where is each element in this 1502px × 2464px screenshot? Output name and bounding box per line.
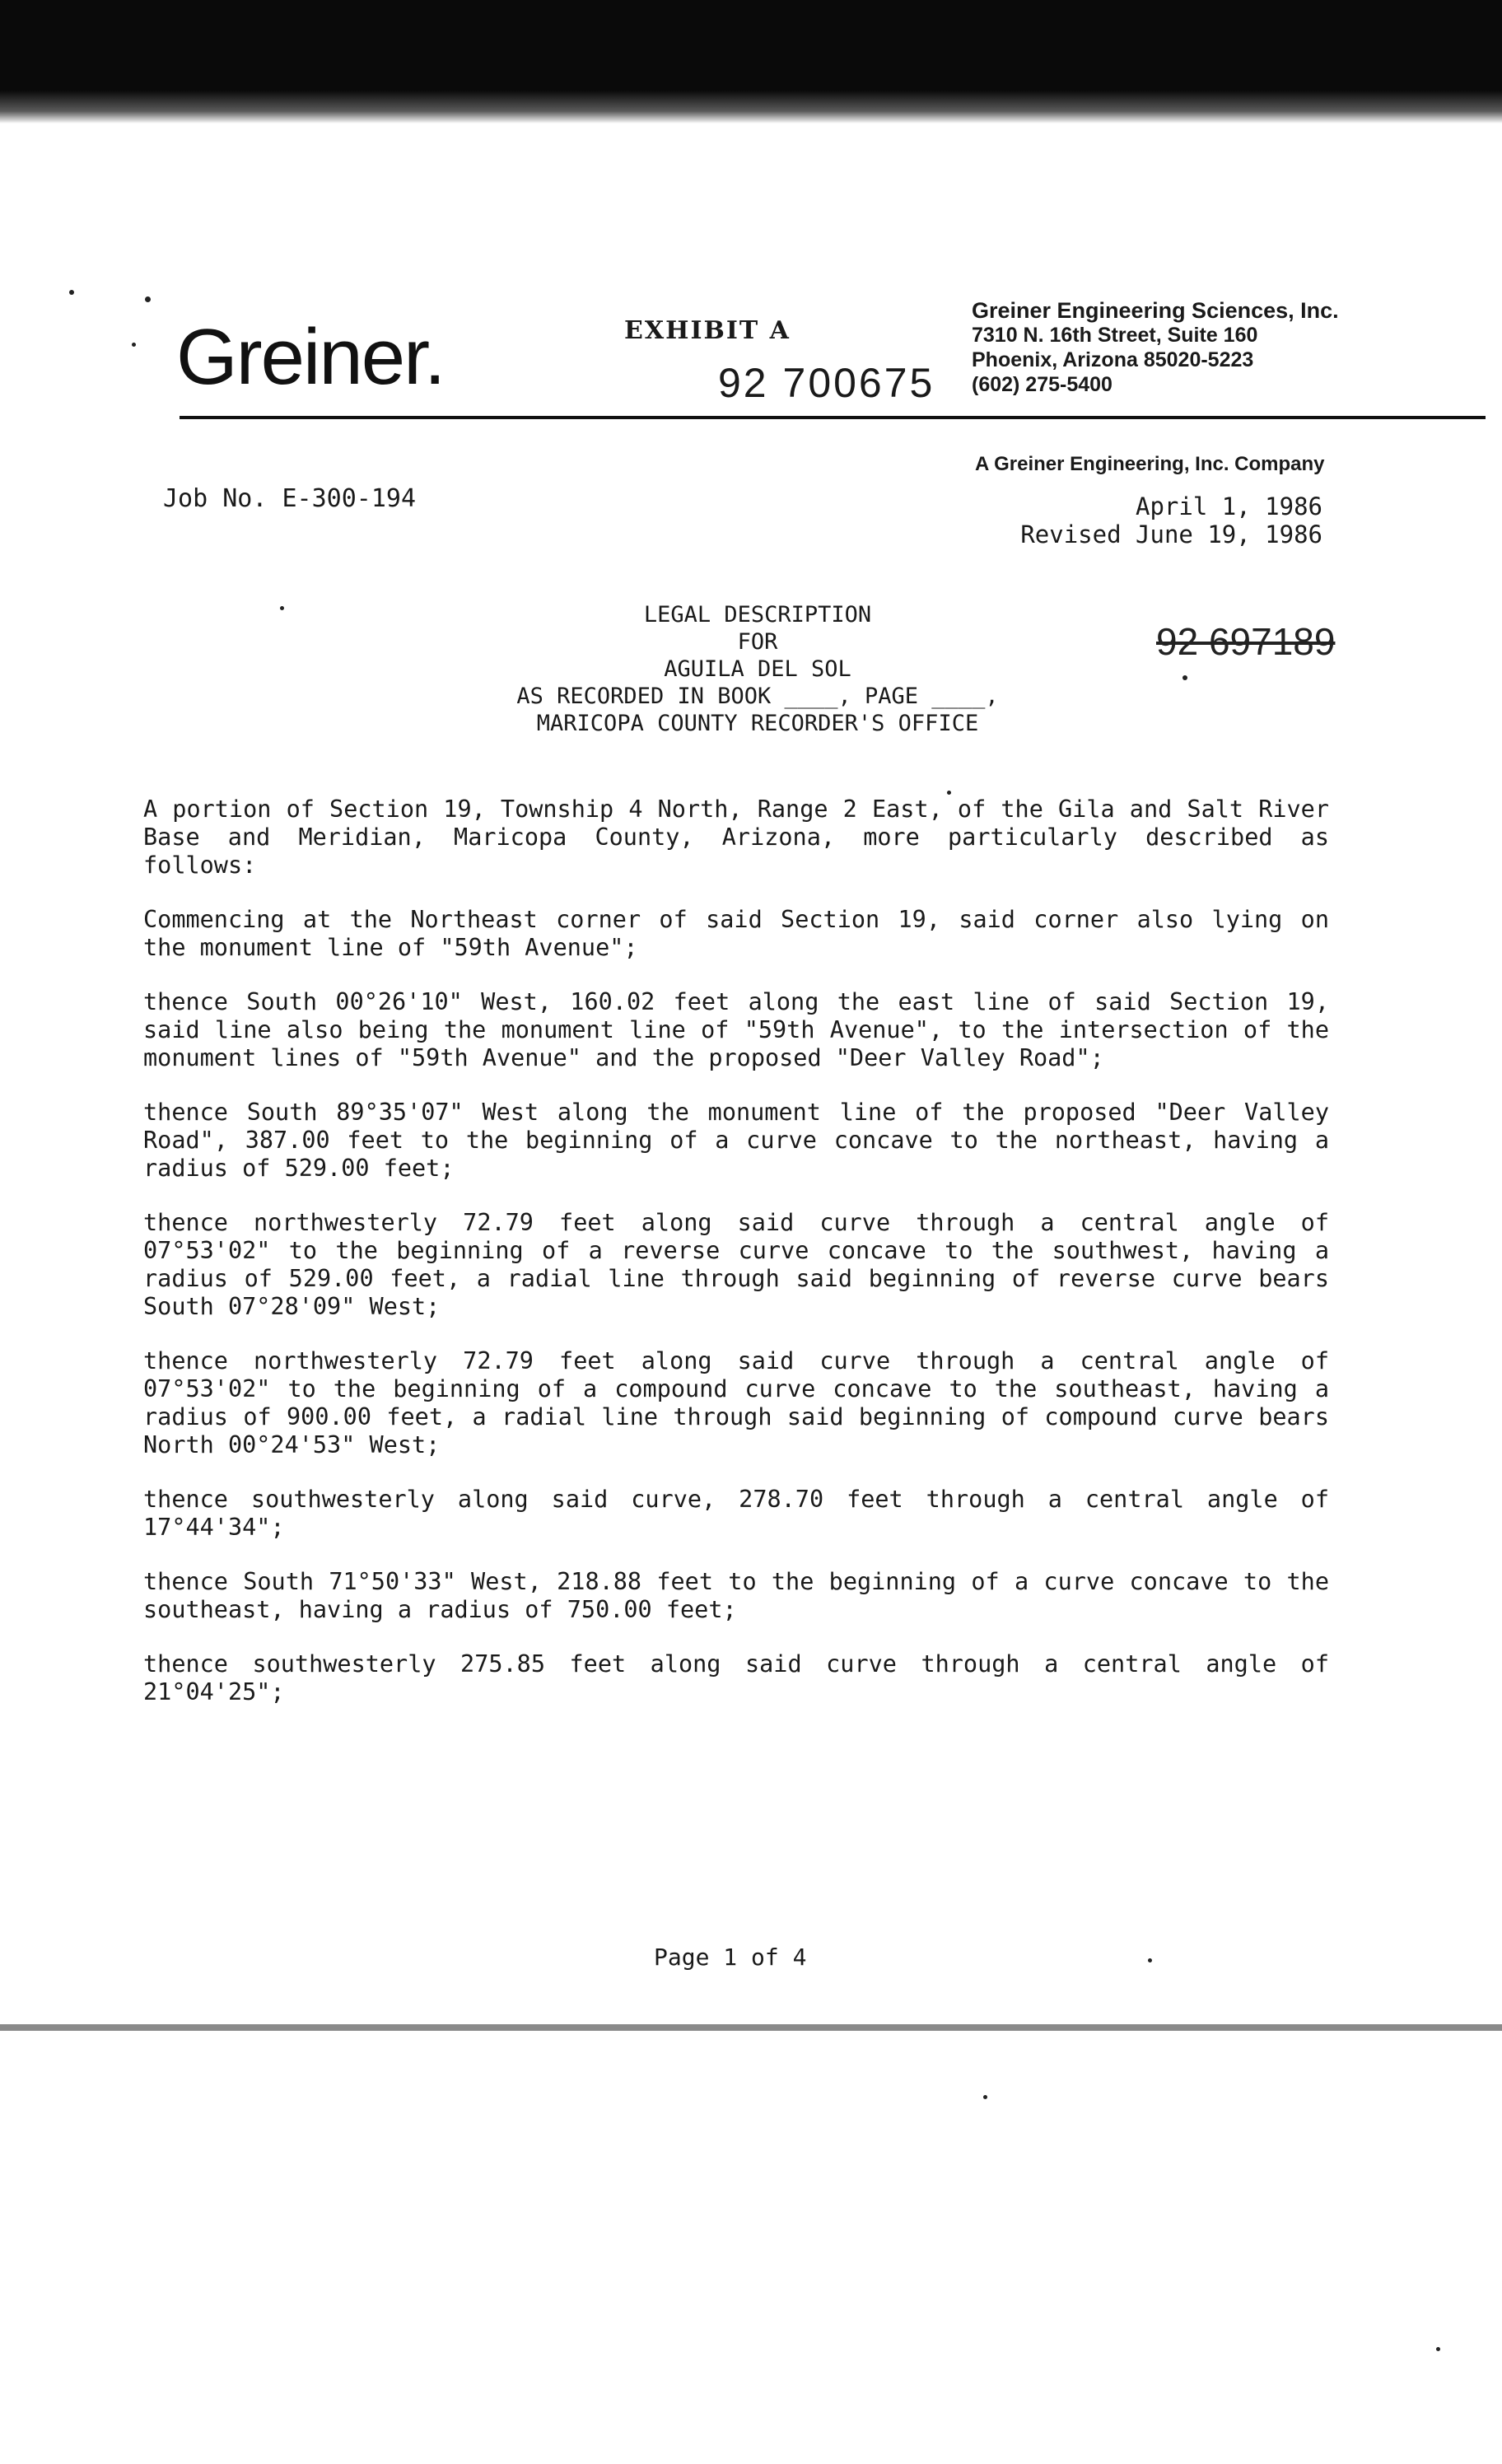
title-line-2: FOR <box>737 629 778 655</box>
scan-speck <box>1182 675 1187 680</box>
document-dates <box>1020 492 1322 548</box>
paragraph: thence South 71°50'33" West, 218.88 feet to the beginning of a curve concave to the southeast, having a radius of 750.00 feet; <box>143 1568 1329 1623</box>
scan-speck <box>1148 1958 1152 1962</box>
paragraph: thence northwesterly 72.79 feet along said curve through a central angle of 07°53'02" to the beginning of a compound curve concave to the southeast, having a radius of 900.00 feet, a radial line through said beginning of compound curve bears North 00°24'53" West; <box>143 1347 1329 1458</box>
scan-top-edge <box>0 0 1502 124</box>
title-line-3: AGUILA DEL SOL <box>664 656 851 682</box>
company-address-line1: 7310 N. 16th Street, Suite 160 <box>972 324 1258 347</box>
job-number: Job No. E-300-194 <box>163 484 417 513</box>
scan-speck <box>132 343 136 347</box>
document-date: April 1, 1986 <box>1136 492 1322 520</box>
company-logo: Greiner. <box>176 313 445 401</box>
scan-speck <box>1436 2347 1440 2351</box>
scan-speck <box>69 290 74 295</box>
header-divider <box>180 416 1486 419</box>
title-line-5: MARICOPA COUNTY RECORDER'S OFFICE <box>536 711 979 736</box>
company-address-block <box>972 298 1339 397</box>
document-title <box>461 601 1054 737</box>
paragraph: thence southwesterly along said curve, 278.70 feet through a central angle of 17°44'34"; <box>143 1486 1329 1541</box>
revised-date: Revised June 19, 1986 <box>1020 520 1322 548</box>
paragraph: A portion of Section 19, Township 4 North, Range 2 East, of the Gila and Salt River Base and Meridian, Maricopa County, Arizona, more particularly described as follows: <box>143 796 1329 879</box>
scan-speck <box>145 296 151 302</box>
paragraph: thence northwesterly 72.79 feet along said curve through a central angle of 07°53'02" to the beginning of a reverse curve concave to the southwest, having a radius of 529.00 feet, a radial line through said beginning of reverse curve bears South 07°28'09" West; <box>143 1209 1329 1320</box>
company-name: Greiner Engineering Sciences, Inc. <box>972 298 1339 323</box>
legal-description-body <box>143 796 1329 1733</box>
paragraph: thence southwesterly 275.85 feet along said curve through a central angle of 21°04'25"; <box>143 1650 1329 1706</box>
company-address-line2: Phoenix, Arizona 85020-5223 <box>972 348 1254 371</box>
company-phone: (602) 275-5400 <box>972 373 1113 396</box>
parent-company: A Greiner Engineering, Inc. Company <box>975 453 1325 475</box>
scan-speck <box>983 2095 987 2099</box>
paragraph: Commencing at the Northeast corner of said Section 19, said corner also lying on the monument line of "59th Avenue"; <box>143 906 1329 961</box>
scan-speck <box>947 791 951 795</box>
exhibit-label: EXHIBIT A <box>624 316 791 345</box>
scan-speck <box>280 606 284 610</box>
paragraph: thence South 00°26'10" West, 160.02 feet along the east line of said Section 19, said line also being the monument line of "59th Avenue", to the intersection of the monument lines of "59th Avenue" and the proposed "Deer Valley Road"; <box>143 988 1329 1071</box>
paragraph: thence South 89°35'07" West along the monument line of the proposed "Deer Valley Road", 387.00 feet to the beginning of a curve concave to the northeast, having a radius of 529.00 feet; <box>143 1099 1329 1182</box>
document-number: 92 700675 <box>718 360 935 406</box>
page-number: Page 1 of 4 <box>654 1944 807 1971</box>
scan-artifact-line <box>0 2024 1502 2031</box>
title-line-1: LEGAL DESCRIPTION <box>643 602 872 628</box>
struck-document-number: 92 697189 <box>1156 620 1336 663</box>
title-line-4: AS RECORDED IN BOOK ____, PAGE ____, <box>516 684 999 709</box>
